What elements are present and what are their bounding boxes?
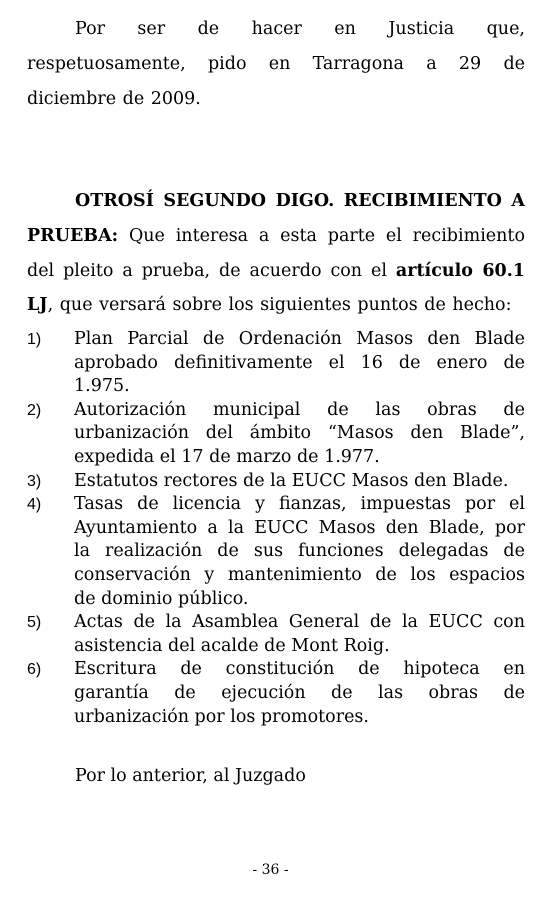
intro-line-3: diciembre de 2009. bbox=[27, 89, 201, 109]
prueba-label: PRUEBA: bbox=[27, 226, 119, 246]
list-item: 1) Plan Parcial de Ordenación Masos den Blade aprobado definitivamente el 16 de enero de 1.975. bbox=[27, 329, 525, 397]
list-item: 2) Autorización municipal de las obras de urbanización del ámbito “Masos den Blade”, expedida el 17 de marzo de 1.977. bbox=[27, 399, 525, 467]
otrosi-line-3: del pleito a prueba, de acuerdo con el artículo 60.1 bbox=[27, 261, 525, 281]
article-ref: artículo 60.1 bbox=[395, 261, 525, 281]
list-item: 6) Escritura de constitución de hipoteca en garantía de ejecución de las obras de urbanización por los promotores. bbox=[27, 659, 525, 727]
lj-ref: LJ bbox=[27, 295, 48, 315]
closing-line: Por lo anterior, al Juzgado bbox=[75, 766, 306, 786]
otrosi-line-4: LJ, que versará sobre los siguientes puntos de hecho: bbox=[27, 295, 512, 315]
intro-line-2: respetuosamente, pido en Tarragona a 29 de bbox=[27, 54, 525, 74]
otrosi-line-2: PRUEBA: Que interesa a esta parte el recibimiento bbox=[27, 226, 525, 246]
list-item: 3) Estatutos rectores de la EUCC Masos den Blade. bbox=[27, 470, 509, 491]
list-item: 4) Tasas de licencia y fianzas, impuestas por el Ayuntamiento a la EUCC Masos den Blade, por la realización de sus funciones delegadas de conservación y mantenimiento de los espacios de dominio público. bbox=[27, 494, 525, 609]
facts-list bbox=[27, 328, 525, 729]
list-item: 5) Actas de la Asamblea General de la EUCC con asistencia del acalde de Mont Roig. bbox=[27, 612, 525, 656]
otrosi-heading: OTROSÍ SEGUNDO DIGO. RECIBIMIENTO A bbox=[75, 191, 525, 211]
intro-line-1: Por ser de hacer en Justicia que, bbox=[75, 19, 525, 39]
page-number: - 36 - bbox=[252, 862, 289, 878]
